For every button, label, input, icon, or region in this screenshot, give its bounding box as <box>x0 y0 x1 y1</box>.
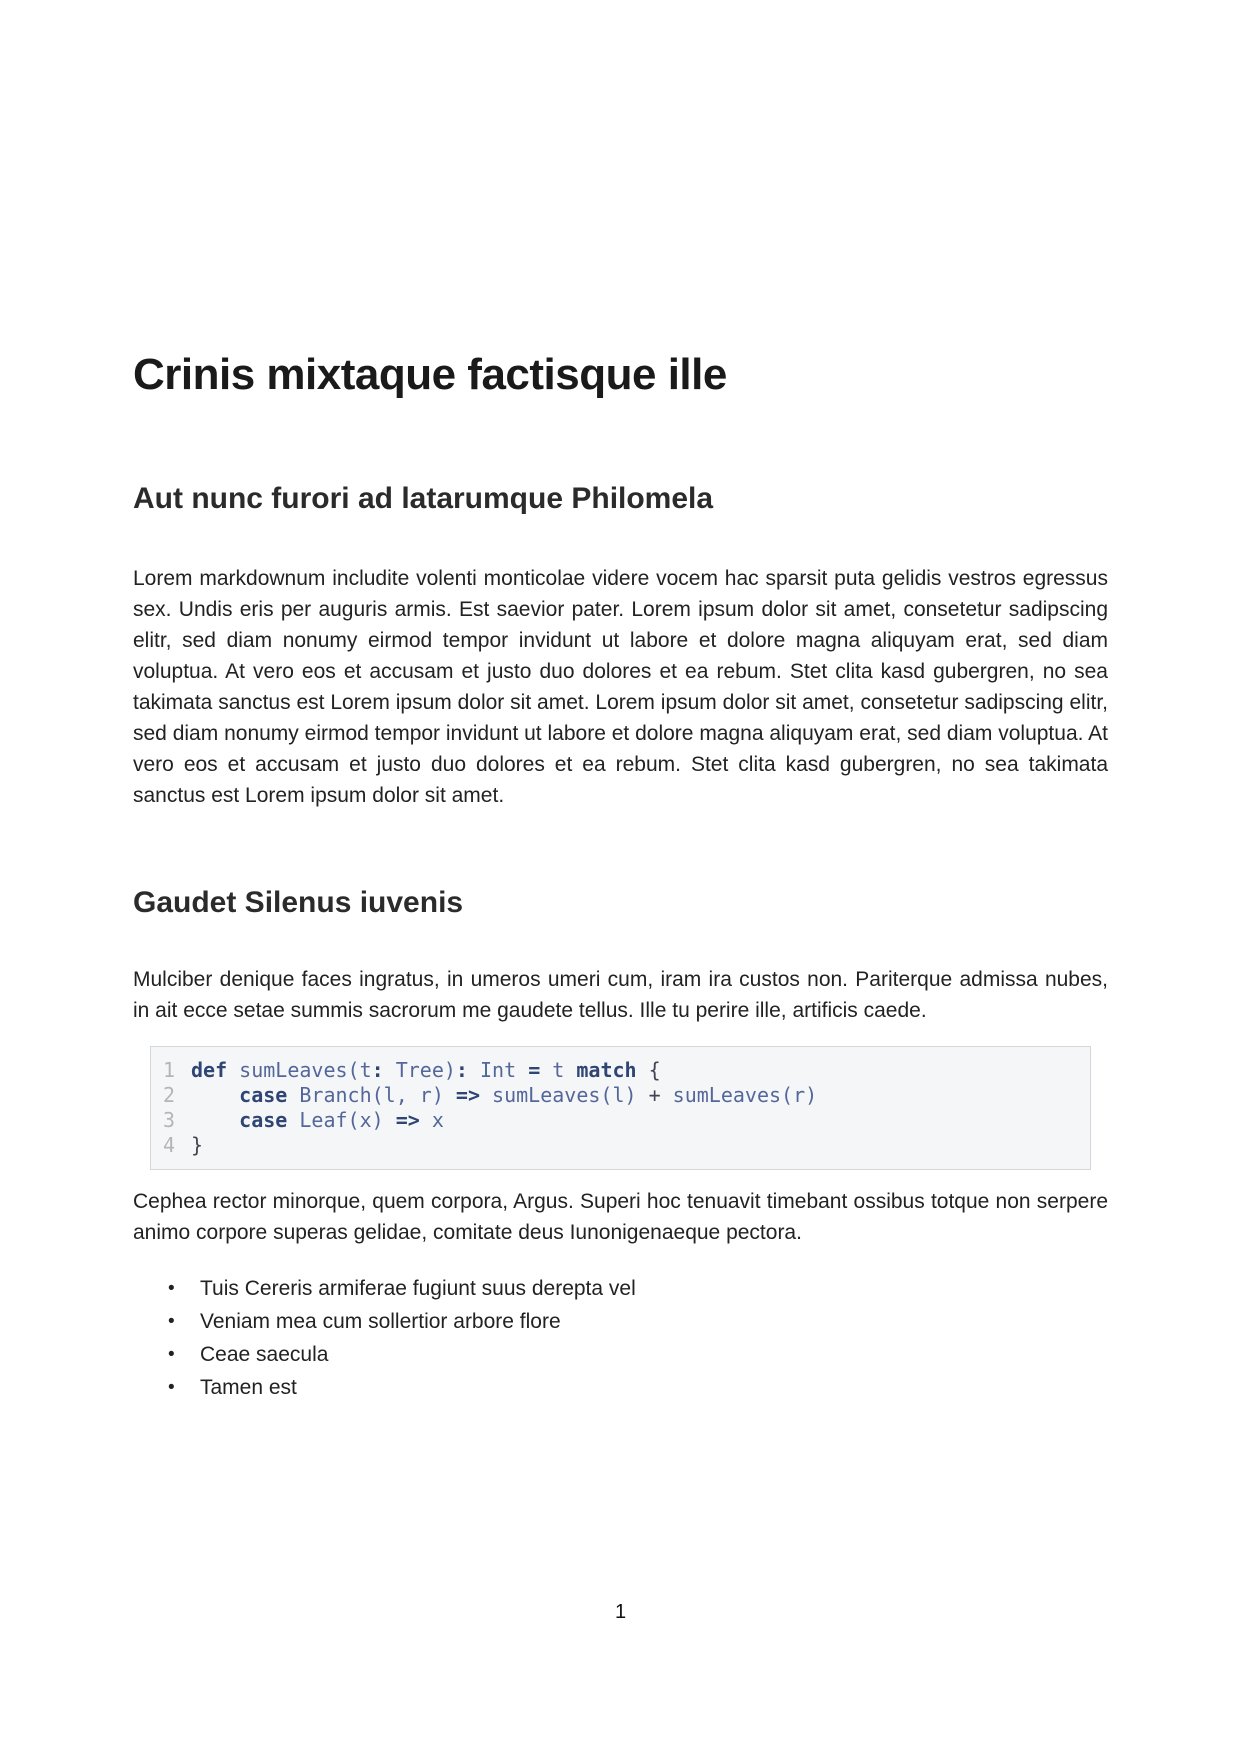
section2-intro-paragraph: Mulciber denique faces ingratus, in umeros umeri cum, iram ira custos non. Pariterque admissa nubes, in ait ecce setae summis sacrorum me gaudete tellus. Ille tu perire ille, artificis caede. <box>133 967 1108 1022</box>
list-item: • Ceae saecula <box>200 1338 1108 1371</box>
code-text: case Leaf(x) => x <box>239 1107 444 1132</box>
bullet-list <box>133 1272 1108 1404</box>
list-item: • Veniam mea cum sollertior arbore flore <box>200 1305 1108 1338</box>
code-line <box>151 1083 1090 1108</box>
list-item: • Tuis Cereris armiferae fugiunt suus derepta vel <box>200 1272 1108 1305</box>
code-text: def sumLeaves(t: Tree): Int = t match { <box>191 1057 661 1082</box>
code-line <box>151 1058 1090 1083</box>
page-content <box>133 350 1108 1404</box>
section2-after-paragraph: Cephea rector minorque, quem corpora, Argus. Superi hoc tenuavit timebant ossibus totque non serpere animo corpore superas gelidae, comitate deus Iunonigenaeque pectora. <box>133 1189 1108 1244</box>
list-item: • Tamen est <box>200 1371 1108 1404</box>
code-line <box>151 1108 1090 1133</box>
line-number: 3 <box>162 1107 175 1132</box>
code-line <box>151 1133 1090 1158</box>
code-block <box>150 1046 1091 1170</box>
section-heading-1: Aut nunc furori ad latarumque Philomela <box>133 481 714 515</box>
document-title: Crinis mixtaque factisque ille <box>133 350 727 399</box>
line-number: 2 <box>162 1082 175 1107</box>
line-number: 1 <box>162 1057 175 1082</box>
code-text: } <box>191 1132 204 1157</box>
section-heading-2: Gaudet Silenus iuvenis <box>133 885 464 919</box>
page-number: 1 <box>614 1601 627 1623</box>
code-text: case Branch(l, r) => sumLeaves(l) + sumLeaves(r) <box>239 1082 818 1107</box>
line-number: 4 <box>162 1132 175 1157</box>
section1-paragraph: Lorem markdownum includite volenti monticolae videre vocem hac sparsit puta gelidis vestros egressus sex. Undis eris per auguris armis. Est saevior pater. Lorem ipsum dolor sit amet, consetetur sadipscing elitr, sed diam nonumy eirmod tempor invidunt ut labore et dolore magna aliquyam erat, sed diam voluptua. At vero eos et accusam et justo duo dolores et ea rebum. Stet clita kasd gubergren, no sea takimata sanctus est Lorem ipsum dolor sit amet. Lorem ipsum dolor sit amet, consetetur sadipscing elitr, sed diam nonumy eirmod tempor invidunt ut labore et dolore magna aliquyam erat, sed diam voluptua. At vero eos et accusam et justo duo dolores et ea rebum. Stet clita kasd gubergren, no sea takimata sanctus est Lorem ipsum dolor sit amet. <box>133 566 1108 807</box>
